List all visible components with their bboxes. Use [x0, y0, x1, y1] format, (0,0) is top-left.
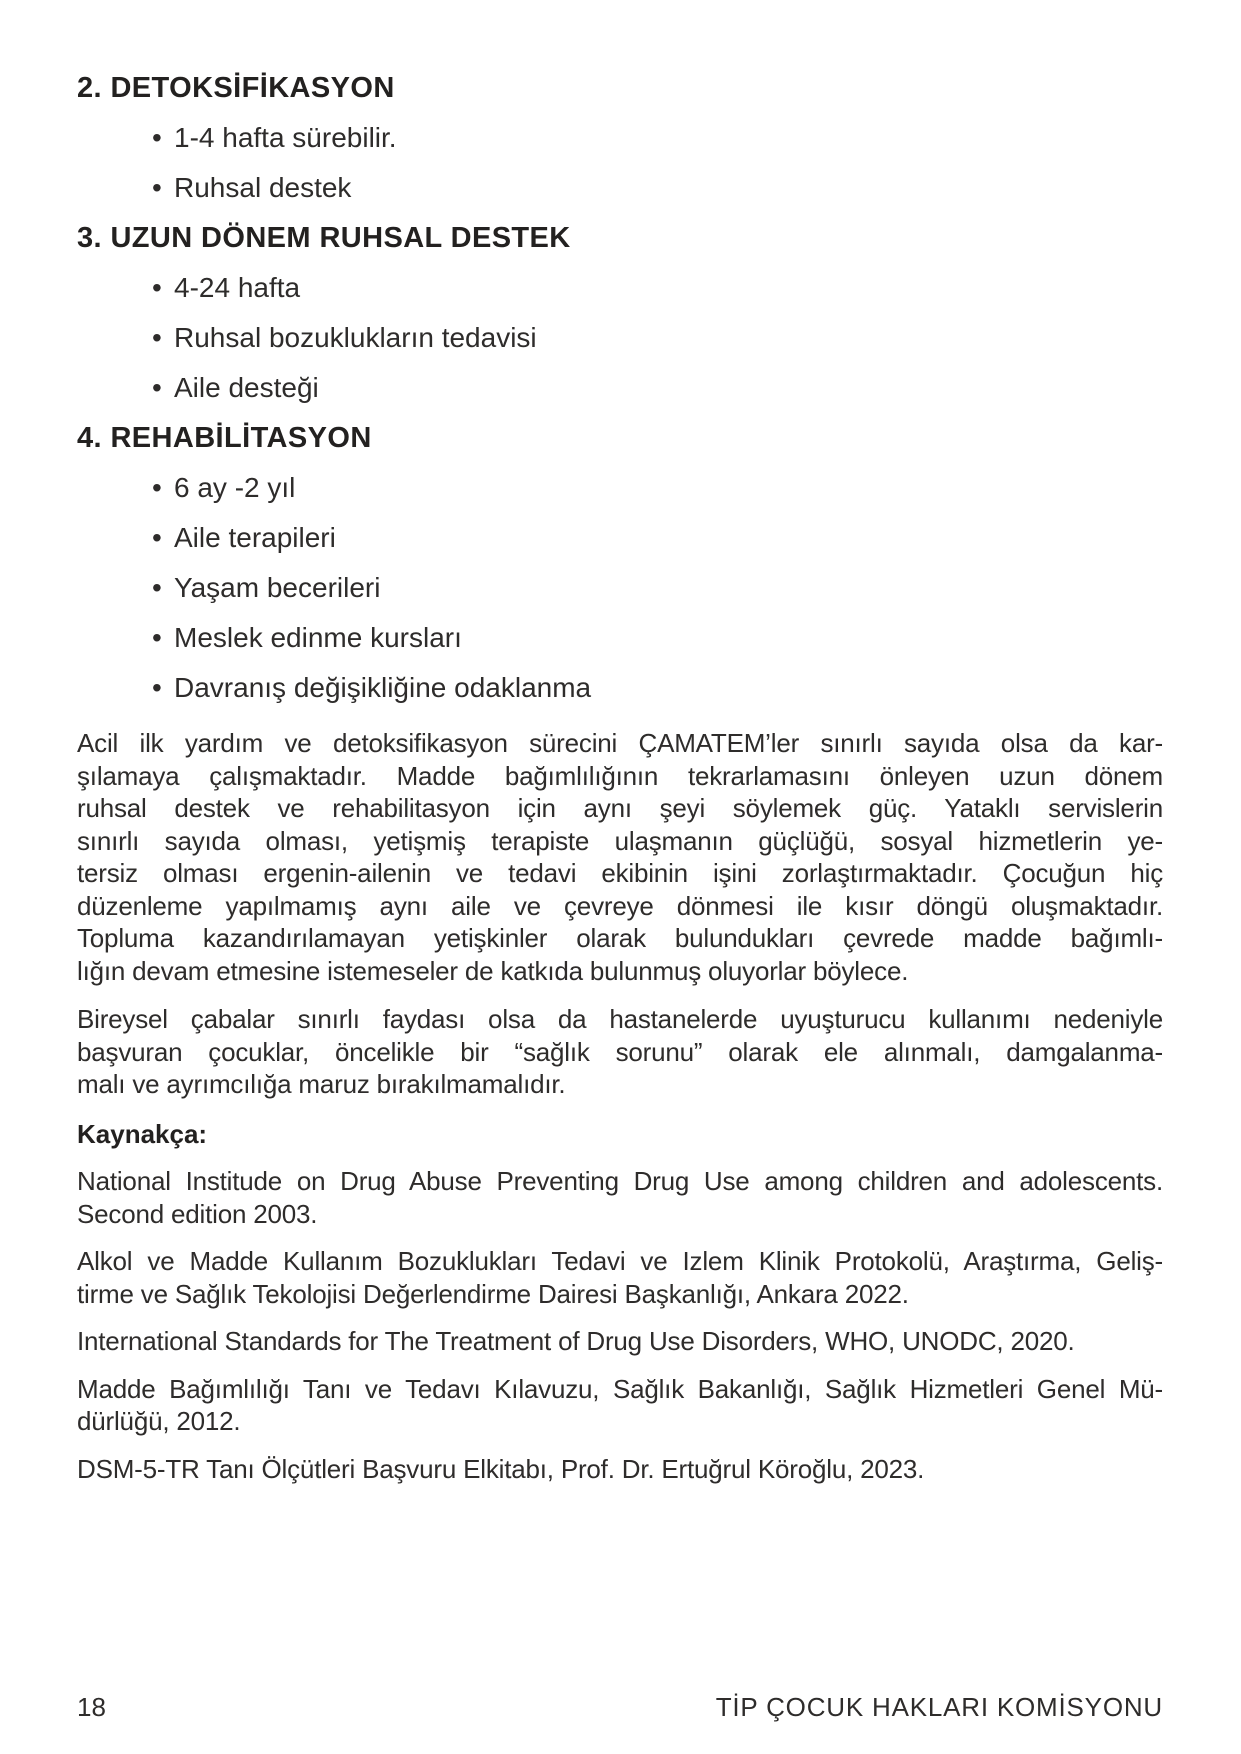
reference-line: dürlüğü, 2012.: [77, 1406, 241, 1436]
list-item: [77, 663, 1163, 713]
bullet-icon: •: [152, 522, 162, 553]
reference-item: [77, 1373, 1163, 1438]
reference-line: National Institude on Drug Abuse Preventing Drug Use among children and adolescents.: [77, 1166, 1163, 1196]
list-item: [77, 613, 1163, 663]
page-footer: [77, 1692, 1163, 1723]
paragraph-line: şılamaya çalışmaktadır. Madde bağımlılığının tekrarlamasını önleyen uzun dönem: [77, 760, 1163, 791]
reference-line: tirme ve Sağlık Tekolojisi Değerlendirme Dairesi Başkanlığı, Ankara 2022.: [77, 1278, 909, 1309]
bullet-icon: •: [152, 672, 162, 703]
paragraph-line: tersiz olması ergenin-ailenin ve tedavi ekibinin işini zorlaştırmaktadır. Çocuğun hiç: [77, 858, 1163, 888]
reference-line: DSM-5-TR Tanı Ölçütleri Başvuru Elkitabı, Prof. Dr. Ertuğrul Köroğlu, 2023.: [77, 1453, 925, 1484]
bullet-icon: •: [152, 572, 162, 603]
page-content: [77, 63, 1163, 1485]
section-heading-uzun-donem-ruhsal-destek: 3. UZUN DÖNEM RUHSAL DESTEK: [77, 222, 571, 254]
paragraph-line: Acil ilk yardım ve detoksifikasyon sürecini ÇAMATEM’ler sınırlı sayıda olsa da kar-: [77, 728, 1163, 758]
bullet-icon: •: [152, 372, 162, 403]
bullet-icon: •: [152, 322, 162, 353]
reference-item: [77, 1325, 1163, 1358]
bullet-icon: •: [152, 272, 162, 303]
body-paragraph: [77, 727, 1163, 987]
bullet-icon: •: [152, 622, 162, 653]
paragraph-line: malı ve ayrımcılığa maruz bırakılmamalıdır.: [77, 1069, 566, 1099]
list-item-label: 6 ay -2 yıl: [174, 472, 296, 503]
section-heading-detoksifikasyon: 2. DETOKSİFİKASYON: [77, 72, 395, 104]
list-item: [77, 163, 1163, 213]
list-item-label: Aile desteği: [174, 372, 319, 403]
list-item-label: Ruhsal destek: [174, 172, 352, 203]
section-heading-rehabilitasyon: 4. REHABİLİTASYON: [77, 422, 372, 454]
list-item: [77, 263, 1163, 313]
paragraph-line: sınırlı sayıda olması, yetişmiş terapiste ulaşmanın güçlüğü, sosyal hizmetlerin ye-: [77, 825, 1163, 856]
reference-line: International Standards for The Treatment of Drug Use Disorders, WHO, UNODC, 2020.: [77, 1326, 1075, 1356]
page-number: 18: [77, 1692, 106, 1722]
paragraph-line: lığın devam etmesine istemeseler de katkıda bulunmuş oluyorlar böylece.: [77, 955, 909, 986]
paragraph-line: Bireysel çabalar sınırlı faydası olsa da hastanelerde uyuşturucu kullanımı nedeniyle: [77, 1004, 1163, 1034]
bullet-icon: •: [152, 172, 162, 203]
paragraph-line: başvuran çocuklar, öncelikle bir “sağlık sorunu” olarak ele alınmalı, damgalanma-: [77, 1036, 1163, 1067]
paragraph-line: Topluma kazandırılamayan yetişkinler olarak bulundukları çevrede madde bağımlı-: [77, 923, 1163, 953]
list-item: [77, 563, 1163, 613]
body-paragraph: [77, 1003, 1163, 1101]
paragraph-line: düzenleme yapılmamış aynı aile ve çevreye dönmesi ile kısır döngü oluşmaktadır.: [77, 890, 1163, 921]
list-item-label: Davranış değişikliğine odaklanma: [174, 672, 592, 703]
reference-line: Alkol ve Madde Kullanım Bozuklukları Tedavi ve Izlem Klinik Protokolü, Araştırma, Geliş-: [77, 1246, 1163, 1276]
list-item-label: Yaşam becerileri: [174, 572, 381, 603]
list-item: [77, 513, 1163, 563]
list-item-label: 1-4 hafta sürebilir.: [174, 122, 397, 153]
bullet-icon: •: [152, 122, 162, 153]
reference-item: [77, 1453, 1163, 1486]
list-item-label: 4-24 hafta: [174, 272, 301, 303]
reference-line: Madde Bağımlılığı Tanı ve Tedavı Kılavuzu, Sağlık Bakanlığı, Sağlık Hizmetleri Genel Mü-: [77, 1373, 1163, 1404]
references-heading: Kaynakça:: [77, 1118, 208, 1149]
footer-commission-title: TİP ÇOCUK HAKLARI KOMİSYONU: [715, 1692, 1163, 1722]
reference-item: [77, 1165, 1163, 1230]
list-item-label: Meslek edinme kursları: [174, 622, 462, 653]
list-item: [77, 113, 1163, 163]
list-item: [77, 463, 1163, 513]
reference-line: Second edition 2003.: [77, 1198, 318, 1229]
bullet-icon: •: [152, 472, 162, 503]
list-item: [77, 363, 1163, 413]
list-item: [77, 313, 1163, 363]
list-item-label: Ruhsal bozuklukların tedavisi: [174, 322, 537, 353]
paragraph-line: ruhsal destek ve rehabilitasyon için aynı şeyi söylemek güç. Yataklı servislerin: [77, 793, 1163, 823]
list-item-label: Aile terapileri: [174, 522, 336, 553]
reference-item: [77, 1245, 1163, 1310]
